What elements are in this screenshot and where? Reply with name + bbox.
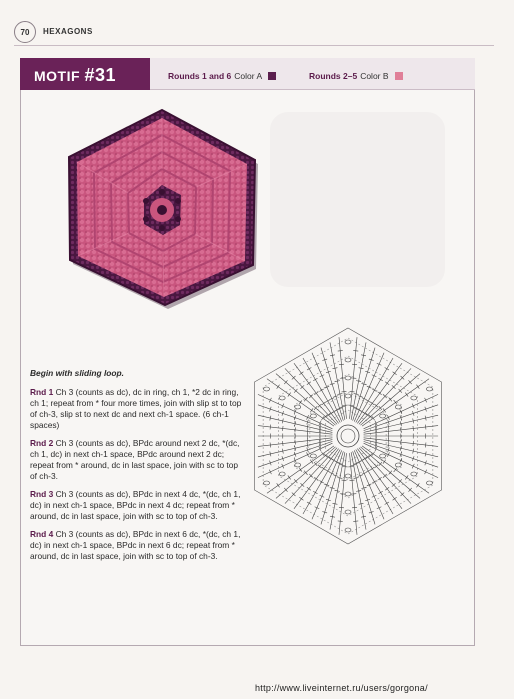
chart-stitch-bar (385, 502, 389, 505)
legend-rounds-label: Rounds 2–5 (309, 71, 358, 81)
chart-stitch-bar (322, 402, 326, 405)
chart-stitch-bar (405, 393, 408, 397)
instructions (30, 368, 246, 569)
legend-rounds-label: Rounds 1 and 6 (168, 71, 232, 81)
chart-stitch-bar (394, 468, 397, 472)
chart-chain (345, 492, 351, 496)
chart-chain (411, 472, 417, 476)
chart-stitch-bar (370, 402, 374, 405)
round-text: Ch 3 (counts as dc), BPdc in next 6 dc, *(dc, ch 1, dc) in next ch-1 space, BPdc in next 6 dc; repeat from * around, dc in last space, join with sc to top of ch-3. (30, 529, 241, 561)
chart-stitch-bar (310, 460, 313, 464)
chart-stitch-bar (288, 393, 291, 397)
chart-stitch-bar (295, 427, 296, 432)
chart-stitch-bar (313, 491, 317, 494)
chart-chain (264, 481, 270, 485)
chart-stitch-bar (393, 372, 397, 375)
chart-stitch-bar (425, 442, 426, 447)
chart-chain (345, 528, 351, 532)
chart-stitch-bar (416, 385, 419, 389)
chart-stitch-bar (299, 372, 303, 375)
chart-stitch-bar (307, 382, 311, 385)
chart-stitch-bar (401, 440, 402, 445)
chart-chain (310, 454, 316, 458)
chart-stitch-bar (322, 467, 326, 470)
chart-chain (426, 481, 432, 485)
chart-stitch-bar (288, 475, 291, 479)
chart-stitch-bar (387, 415, 389, 420)
chart-stitch-bar (393, 497, 397, 500)
round-label: Rnd 1 (30, 387, 54, 397)
chart-stitch-bar (307, 487, 311, 490)
chart-stitch-bar (413, 426, 414, 431)
chart-chain (345, 474, 351, 478)
chart-stitch-bar (307, 368, 311, 371)
chart-stitch-bar (412, 404, 414, 409)
motif-number: #31 (84, 65, 116, 85)
round-text: Ch 3 (counts as dc), BPdc around next 2 dc, *(dc, ch 1, dc) in next ch-1 space, BPdc around next 2 dc; repeat from * around, dc in last space, join with sc to top of ch-3. (30, 438, 240, 481)
round-4 (30, 529, 246, 562)
watermark-url: http://www.liveinternet.ru/users/gorgona/ (255, 683, 428, 693)
chart-chain (411, 396, 417, 400)
chart-stitch-bar (295, 440, 296, 445)
chart-stitch-bar (383, 408, 386, 412)
chart-chain (310, 414, 316, 418)
chart-stitch-bar (378, 378, 382, 381)
motif-title (34, 65, 116, 86)
chart-chain (380, 414, 386, 418)
chart-stitch-bar (383, 460, 386, 464)
chart-stitch-bar (307, 452, 309, 457)
chart-chain (345, 394, 351, 398)
chart-stitch-bar (387, 452, 389, 457)
chart-stitch-bar (282, 404, 284, 409)
chart-stitch-bar (378, 491, 382, 494)
chart-stitch-bar (270, 425, 271, 430)
chart-stitch-bar (269, 398, 271, 403)
chart-stitch-bar (270, 442, 271, 447)
chart-stitch-bar (385, 487, 389, 490)
chart-chain (264, 387, 270, 391)
chart-stitch-bar (388, 438, 389, 443)
chart-stitch-bar (405, 475, 408, 479)
chart-stitch-bar (412, 464, 414, 469)
chart-stitch-bar (388, 429, 389, 434)
faint-background-shape (270, 112, 445, 287)
round-3 (30, 489, 246, 522)
motif-label: MOTIF (34, 68, 81, 84)
round-text: Ch 3 (counts as dc), dc in ring, ch 1, *2 dc in ring, ch 1; repeat from * four more times, join with slip st to top of ch-3, slip st to next dc and next ch-1 space. (6 ch-1 spaces) (30, 387, 242, 430)
chart-stitch-bar (307, 429, 308, 434)
legend-item-color-a (168, 71, 276, 81)
chart-stitch-bar (307, 415, 309, 420)
chart-chain (380, 454, 386, 458)
chart-stitch-bar (277, 483, 280, 487)
chart-stitch-bar (299, 497, 303, 500)
header-rule (14, 45, 494, 46)
chart-stitch-bar (385, 382, 389, 385)
chart-center-ring (337, 425, 359, 447)
section-title: HEXAGONS (43, 27, 93, 36)
legend-color-label: Color A (234, 71, 263, 81)
chart-chain (345, 510, 351, 514)
chart-stitch-bar (366, 400, 370, 403)
chart-chain (426, 387, 432, 391)
chart-stitch-bar (425, 398, 427, 403)
chart-stitch-bar (277, 385, 280, 389)
chart-stitch-bar (370, 467, 374, 470)
chart-stitch-bar (307, 438, 308, 443)
chart-stitch-bar (326, 470, 330, 473)
chart-chain (345, 340, 351, 344)
chart-stitch-bar (366, 470, 370, 473)
chart-stitch-bar (425, 425, 426, 430)
chart-chain (395, 463, 401, 467)
legend-item-color-b (309, 71, 403, 81)
round-label: Rnd 2 (30, 438, 54, 448)
chart-stitch-bar (282, 464, 284, 469)
chart-stitch-bar (385, 368, 389, 371)
color-swatch-a (268, 72, 276, 80)
chart-stitch-bar (299, 400, 302, 404)
chart-chain (295, 405, 301, 409)
round-text: Ch 3 (counts as dc), BPdc in next 4 dc, *(dc, ch 1, dc) in next ch-1 space, BPdc in next 4 dc; repeat from * around, dc in last space, join with sc to top of ch-3. (30, 489, 241, 521)
chart-stitch-bar (313, 378, 317, 381)
round-label: Rnd 3 (30, 489, 54, 499)
chart-stitch-bar (307, 502, 311, 505)
chart-stitch-bar (326, 400, 330, 403)
instructions-intro: Begin with sliding loop. (30, 368, 124, 378)
chart-stitch-bar (310, 408, 313, 412)
motif-photo (55, 105, 270, 310)
chart-chain (395, 405, 401, 409)
round-label: Rnd 4 (30, 529, 54, 539)
chart-chain (279, 472, 285, 476)
stitch-chart (232, 316, 464, 551)
chart-stitch-bar (416, 483, 419, 487)
chart-chain (345, 358, 351, 362)
legend-color-label: Color B (360, 71, 389, 81)
chart-chain (345, 376, 351, 380)
chart-chain (279, 396, 285, 400)
color-swatch-b (395, 72, 403, 80)
chart-stitch-bar (299, 468, 302, 472)
chart-chain (295, 463, 301, 467)
round-2 (30, 438, 246, 482)
chart-stitch-bar (425, 470, 427, 475)
round-1 (30, 387, 246, 431)
chart-stitch-bar (413, 441, 414, 446)
chart-stitch-bar (282, 441, 283, 446)
chart-stitch-bar (282, 426, 283, 431)
chart-stitch-bar (401, 427, 402, 432)
chart-stitch-bar (269, 470, 271, 475)
page-number: 70 (14, 21, 36, 43)
chart-stitch-bar (394, 400, 397, 404)
